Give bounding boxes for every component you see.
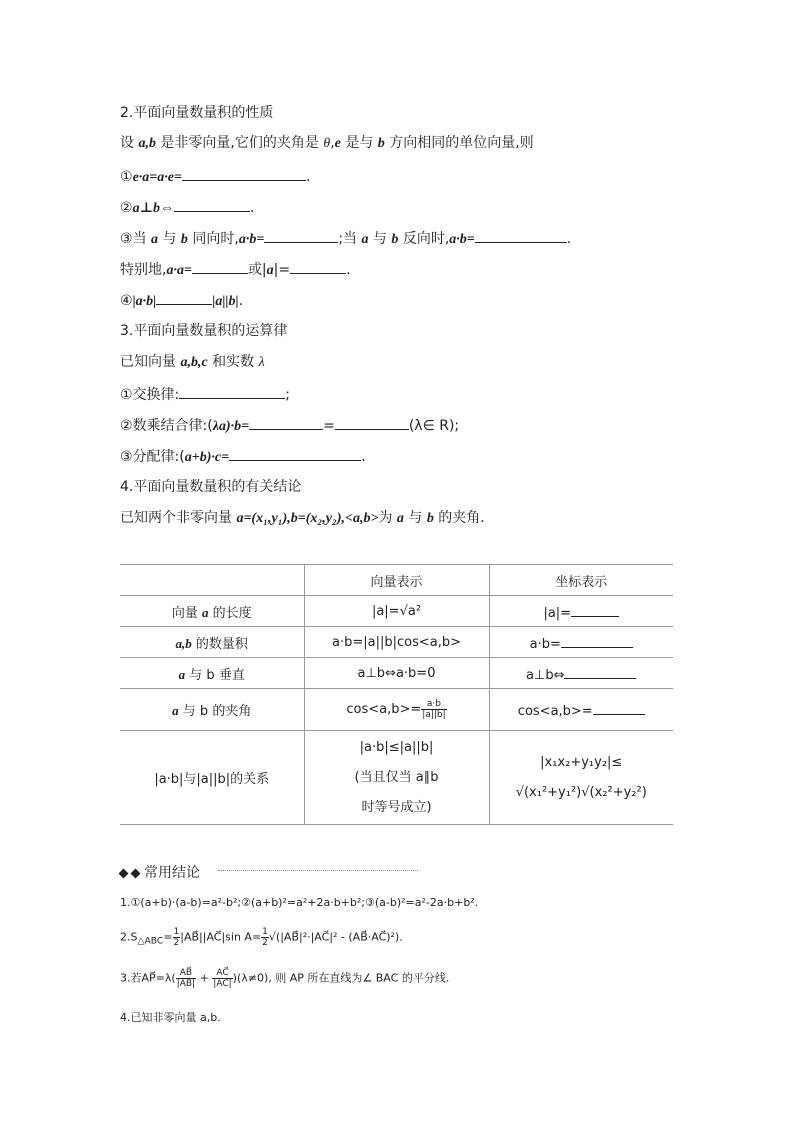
property-4: ④|a·b| |a||b|. xyxy=(120,290,243,312)
vector-b: b xyxy=(377,136,385,151)
rule-2 xyxy=(120,415,459,437)
expression: a⊥b⇔ xyxy=(526,667,565,683)
item-number: ④ xyxy=(120,293,133,309)
section-3-title: 3.平面向量数量积的运算律 xyxy=(120,323,288,339)
fill-blank[interactable] xyxy=(156,290,212,305)
expression: e·a=a·e= xyxy=(132,170,182,185)
fraction xyxy=(212,968,232,989)
row-label xyxy=(120,658,304,689)
vector-a: a xyxy=(396,511,404,526)
text: 和实数 xyxy=(207,354,259,370)
denominator: |AB⃗| xyxy=(176,979,196,989)
row-label xyxy=(120,596,304,627)
denominator: |a||b| xyxy=(422,710,446,720)
expression: cos<a,b>= xyxy=(517,704,593,719)
item-number: ① xyxy=(120,169,133,185)
coord-form xyxy=(489,658,673,689)
rule-3: ③分配律:(a+b)·c= . xyxy=(120,446,366,468)
text: 已知向量 xyxy=(120,354,181,370)
fill-blank[interactable] xyxy=(182,166,306,181)
row-label xyxy=(120,689,304,731)
text: |= xyxy=(273,262,291,278)
diamond-icon xyxy=(131,868,141,878)
subscript: △ABC xyxy=(137,935,164,947)
property-1: ①e·a=a·e= . xyxy=(120,166,310,188)
expression: √(x₁²+y₁²)√(x₂²+y₂²) xyxy=(515,784,647,800)
expression: a⊥b⇔ xyxy=(132,201,175,216)
fill-blank[interactable] xyxy=(564,664,636,679)
expression: a=(x₁,y₁),b=(x₂,y₂),<a,b> xyxy=(236,511,379,526)
text: 的长度 xyxy=(208,605,252,621)
table-row xyxy=(120,658,673,689)
denominator: |AC⃗| xyxy=(213,979,232,989)
numerator: a·b xyxy=(421,699,446,710)
vector-form: |a|=√a² xyxy=(304,596,489,627)
fill-blank[interactable] xyxy=(335,415,409,430)
coord-form xyxy=(489,689,673,731)
lambda: λ xyxy=(258,355,265,370)
expression: |a·b|≤|a||b| xyxy=(359,739,434,755)
text: 与 xyxy=(403,510,427,526)
denominator: 2 xyxy=(262,938,268,948)
text: 2.S xyxy=(120,930,138,944)
coord-form xyxy=(489,596,673,627)
vector-ab: a,b xyxy=(138,136,156,151)
vector-form xyxy=(304,689,489,731)
expression: a·b= xyxy=(238,232,265,247)
fraction xyxy=(421,699,446,720)
text: 与 xyxy=(368,231,392,247)
conclusion-1: 1.①(a+b)·(a-b)=a²-b²;②(a+b)²=a²+2a·b+b²;③(a-b)²=a²-2a·b+b². xyxy=(120,896,479,909)
vector-e: e xyxy=(334,136,341,151)
expression: a+b xyxy=(184,450,207,465)
intro-text: 设 xyxy=(120,135,139,151)
conclusion-3 xyxy=(120,968,449,989)
intro-text: 是非零向量,它们的夹角是 xyxy=(155,135,324,151)
vector-ab: a,b xyxy=(175,635,192,651)
numerator: AB⃗ xyxy=(176,968,196,979)
fill-blank[interactable] xyxy=(229,446,361,461)
vector-a: a xyxy=(361,232,369,247)
text: 的夹角. xyxy=(433,510,485,526)
vector-form: a·b=|a||b|cos<a,b> xyxy=(304,627,489,658)
section-4-title: 4.平面向量数量积的有关结论 xyxy=(120,479,302,495)
vector-b: b xyxy=(180,232,188,247)
denominator: 2 xyxy=(173,938,180,948)
expression: λa xyxy=(212,419,226,434)
fill-blank[interactable] xyxy=(593,700,645,715)
rule-label: 交换律: xyxy=(132,387,180,403)
vector-a: a xyxy=(178,666,186,682)
fill-blank[interactable] xyxy=(192,259,248,274)
condition-text: 时等号成立) xyxy=(361,799,432,815)
divider xyxy=(218,870,418,871)
numerator: 1 xyxy=(262,927,268,937)
expression: cos<a,b>= xyxy=(346,702,422,717)
conclusion-4: 4.已知非零向量 a,b. xyxy=(120,1011,221,1024)
fill-blank[interactable] xyxy=(264,228,338,243)
numerator: 1 xyxy=(173,927,180,937)
expression: |x₁x₂+y₁y₂|≤ xyxy=(540,754,623,770)
fill-blank[interactable] xyxy=(174,197,250,212)
vectors-abc: a,b,c xyxy=(180,355,208,370)
coord-form xyxy=(489,731,673,825)
conclusion-2 xyxy=(120,927,403,952)
text: = xyxy=(323,418,335,434)
vector-a: a xyxy=(172,703,179,718)
row-label xyxy=(120,627,304,658)
diamond-icon xyxy=(119,868,129,878)
fill-blank[interactable] xyxy=(290,259,346,274)
text: )(λ≠0), 则 AP 所在直线为∠ BAC 的平分线. xyxy=(232,971,450,985)
intro-text: 是与 xyxy=(340,135,378,151)
text: + xyxy=(196,971,213,985)
text: 为 xyxy=(378,510,397,526)
expression: |AB⃗||AC⃗|sin A= xyxy=(180,930,262,944)
section-2-intro xyxy=(120,133,534,154)
text: 的数量积 xyxy=(191,636,248,652)
property-2: ②a⊥b⇔ . xyxy=(120,197,254,219)
table-row xyxy=(120,627,673,658)
section-3-given xyxy=(120,352,265,373)
fraction xyxy=(261,927,269,948)
item-number: ① xyxy=(120,387,133,403)
text: 3.若AP⃗=λ( xyxy=(120,971,176,985)
fill-blank[interactable] xyxy=(249,415,323,430)
vector-form xyxy=(304,731,489,825)
table-header xyxy=(120,565,304,596)
table-header: 坐标表示 xyxy=(489,565,673,596)
item-number: ③ xyxy=(120,449,133,465)
text: 已知两个非零向量 xyxy=(120,510,237,526)
fill-blank[interactable] xyxy=(475,228,567,243)
theta: θ xyxy=(323,136,331,151)
text: 当 xyxy=(132,231,152,247)
fill-blank[interactable] xyxy=(561,633,633,648)
expression: |a||b| xyxy=(212,294,239,309)
vector-a: a xyxy=(151,232,159,247)
vector-b: b xyxy=(426,511,434,526)
expression: |a·b| xyxy=(132,294,157,309)
section-4-given xyxy=(120,508,485,529)
table-header-row xyxy=(120,565,673,596)
expression: √(|AB⃗|²·|AC⃗|² - (AB⃗·AC⃗)²). xyxy=(268,930,403,944)
text: 向量 xyxy=(171,605,202,621)
conclusions-heading xyxy=(120,862,200,882)
table-row xyxy=(120,689,673,731)
text: 与 b 的夹角 xyxy=(178,704,252,719)
condition-text: (当且仅当 a∥b xyxy=(354,769,439,785)
numerator: AC⃗ xyxy=(212,968,232,979)
expression: a·b= xyxy=(529,636,561,652)
text: (λ∈ R); xyxy=(408,418,460,434)
text: 与 xyxy=(158,231,181,247)
text: 同向时, xyxy=(187,231,239,247)
vector-a: a xyxy=(266,263,274,278)
section-2-title: 2.平面向量数量积的性质 xyxy=(120,105,274,121)
text: ;当 xyxy=(338,231,362,247)
row-label: |a·b|与|a||b|的关系 xyxy=(120,731,304,825)
fraction xyxy=(176,968,196,989)
expression: )·b= xyxy=(225,419,250,434)
expression: a·a= xyxy=(166,263,192,278)
intro-text: , xyxy=(330,135,335,151)
property-3-special: 特别地,a·a= 或|a|= . xyxy=(120,259,351,281)
rule-label: 分配律:( xyxy=(132,449,185,465)
item-number: ③ xyxy=(120,231,133,247)
property-3: ③当 a 与 b 同向时,a·b= ;当 a 与 b 反向时,a·b= . xyxy=(120,228,571,250)
item-number: ② xyxy=(120,418,133,434)
expression: a·b= xyxy=(449,232,475,247)
table-header: 向量表示 xyxy=(304,565,489,596)
coord-form xyxy=(489,627,673,658)
item-number: ② xyxy=(120,200,133,216)
text: 特别地, xyxy=(120,262,167,278)
expression: )·c= xyxy=(206,450,230,465)
table-row xyxy=(120,731,673,825)
properties-table xyxy=(120,564,673,825)
vector-a: a xyxy=(202,604,209,620)
text: 与 b 垂直 xyxy=(185,667,245,683)
fill-blank[interactable] xyxy=(571,602,619,617)
vector-form: a⊥b⇔a·b=0 xyxy=(304,658,489,689)
table-row xyxy=(120,596,673,627)
fill-blank[interactable] xyxy=(179,384,285,399)
heading-text: 常用结论 xyxy=(144,865,200,881)
vector-b: b xyxy=(391,232,399,247)
expression: |a|= xyxy=(543,605,572,621)
rule-label: 数乘结合律:( xyxy=(132,418,213,434)
intro-text: 方向相同的单位向量,则 xyxy=(384,135,534,151)
text: = xyxy=(163,930,173,944)
text: 或| xyxy=(247,262,267,278)
rule-1: ①交换律: ; xyxy=(120,384,290,405)
text: 反向时, xyxy=(398,231,450,247)
